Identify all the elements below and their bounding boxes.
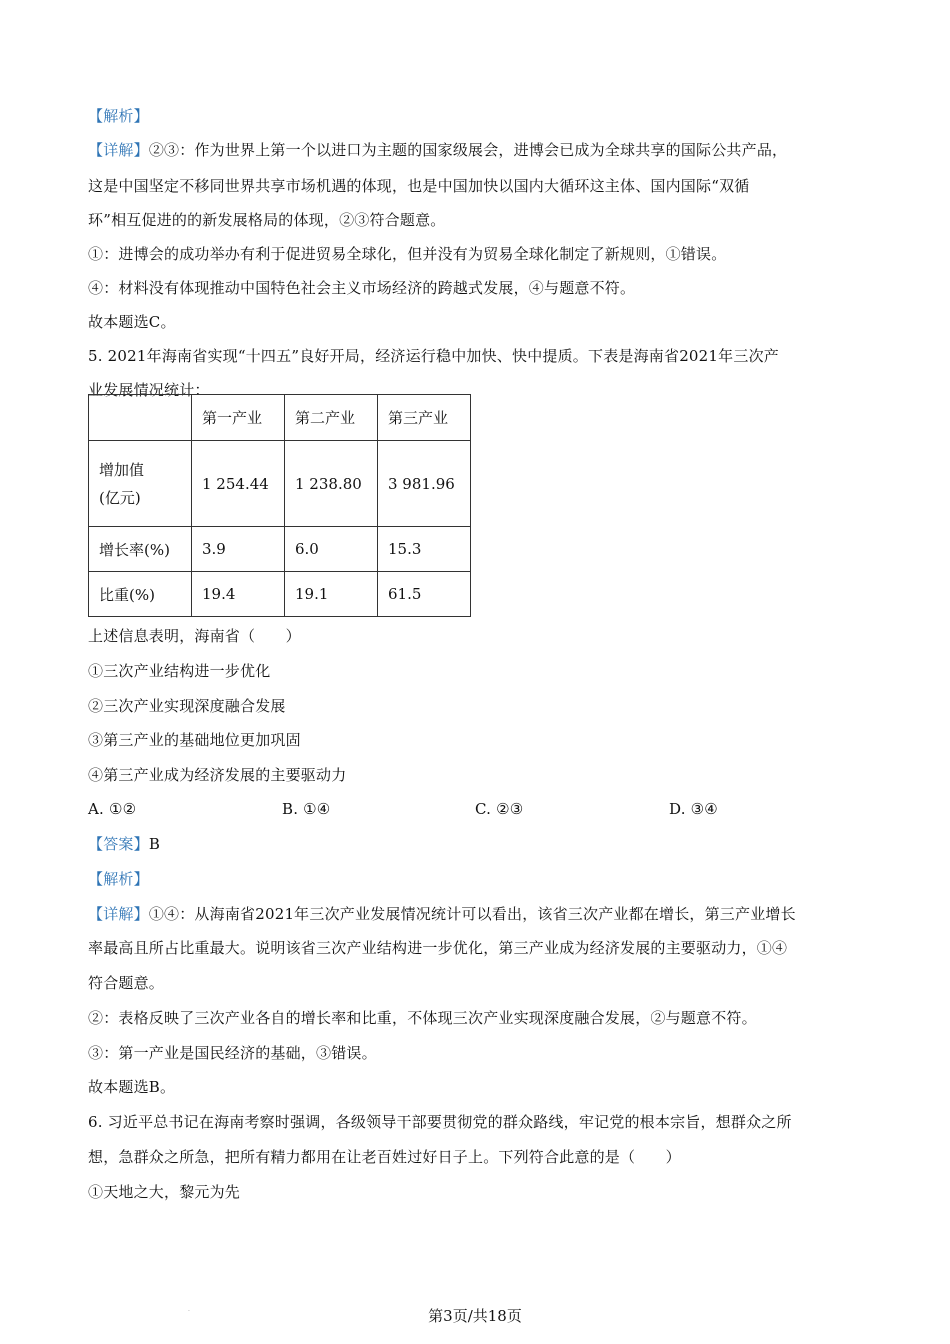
option-d: D. ③④ [669, 800, 718, 818]
q4-point-1: ①：进博会的成功举办有利于促进贸易全球化，但并没有为贸易全球化制定了新规则，①错误。 [88, 245, 727, 263]
table-cell: 19.4 [192, 572, 285, 617]
q5-answer [88, 834, 160, 854]
q5-stem-line-1: 5. 2021年海南省实现“十四五”良好开局，经济运行稳中加快、快中提质。下表是海南省2021年三次产 [88, 347, 779, 365]
answer-label: 【答案】 [88, 835, 149, 853]
analysis-label: 【解析】 [88, 107, 149, 125]
q6-statement-1: ①天地之大，黎元为先 [88, 1183, 241, 1201]
table-header-cell [89, 395, 192, 441]
table-cell: 61.5 [378, 572, 471, 617]
option-b: B. ①④ [282, 800, 331, 818]
q6-stem-line-2: 想，急群众之所急，把所有精力都用在让老百姓过好日子上。下列符合此意的是（ ） [88, 1148, 681, 1166]
table-cell: 1 238.80 [285, 441, 378, 527]
q5-stem-line-2: 业发展情况统计： [88, 381, 210, 399]
q5-point-2: ②：表格反映了三次产业各自的增长率和比重，不体现三次产业实现深度融合发展，②与题意不符。 [88, 1009, 757, 1027]
stray-mark: . [188, 1306, 190, 1313]
q4-detail-line-3: 环”相互促进的的新发展格局的体现，②③符合题意。 [88, 211, 446, 229]
q5-detail-line-2: 率最高且所占比重最大。说明该省三次产业结构进一步优化，第三产业成为经济发展的主要驱动力，①④ [88, 939, 788, 957]
q5-statement-4: ④第三产业成为经济发展的主要驱动力 [88, 766, 347, 784]
table-cell: 15.3 [378, 527, 471, 572]
answer-value: B [148, 835, 161, 853]
q5-point-3: ③：第一产业是国民经济的基础，③错误。 [88, 1044, 377, 1062]
page-indicator: 第3页/共18页 [428, 1307, 522, 1325]
q4-detail-line-2: 这是中国坚定不移同世界共享市场机遇的体现，也是中国加快以国内大循环这主体、国内国际“双循 [88, 177, 750, 195]
detail-label: 【详解】 [88, 141, 149, 159]
table-row [89, 527, 471, 572]
table-cell: 19.1 [285, 572, 378, 617]
q6-stem-line-1: 6. 习近平总书记在海南考察时强调，各级领导干部要贯彻党的群众路线，牢记党的根本宗旨，想群众之所 [88, 1113, 792, 1131]
option-a: A. ①② [88, 800, 137, 818]
table-row-label: 增长率(%) [89, 527, 192, 572]
table-header-cell: 第三产业 [378, 395, 471, 441]
q5-detail-line-3: 符合题意。 [88, 974, 165, 992]
table-row [89, 441, 471, 527]
q4-point-4: ④：材料没有体现推动中国特色社会主义市场经济的跨越式发展，④与题意不符。 [88, 279, 636, 297]
table-row-label: 增加值 (亿元) [89, 441, 192, 527]
q5-statement-1: ①三次产业结构进一步优化 [88, 662, 271, 680]
table-cell: 1 254.44 [192, 441, 285, 527]
q4-conclusion: 故本题选C。 [88, 313, 176, 331]
table-cell: 3 981.96 [378, 441, 471, 527]
table-header-cell: 第二产业 [285, 395, 378, 441]
table-header-cell: 第一产业 [192, 395, 285, 441]
q5-statement-2: ②三次产业实现深度融合发展 [88, 697, 286, 715]
table-row-label: 比重(%) [89, 572, 192, 617]
q4-detail-line-1: 【详解】②③：作为世界上第一个以进口为主题的国家级展会，进博会已成为全球共享的国际公共产品， [88, 141, 788, 159]
option-c: C. ②③ [475, 800, 524, 818]
table-header-row [89, 395, 471, 441]
q5-statement-3: ③第三产业的基础地位更加巩固 [88, 731, 301, 749]
detail-label: 【详解】 [88, 905, 149, 923]
q5-question: 上述信息表明，海南省（ ） [88, 627, 301, 645]
table-cell: 3.9 [192, 527, 285, 572]
table-row [89, 572, 471, 617]
table-cell: 6.0 [285, 527, 378, 572]
q5-detail-line-1: 【详解】①④：从海南省2021年三次产业发展情况统计可以看出，该省三次产业都在增长，第三产业增长 [88, 905, 796, 923]
industry-stats-table [88, 394, 471, 617]
q5-conclusion: 故本题选B。 [88, 1078, 176, 1096]
analysis-label: 【解析】 [88, 870, 149, 888]
